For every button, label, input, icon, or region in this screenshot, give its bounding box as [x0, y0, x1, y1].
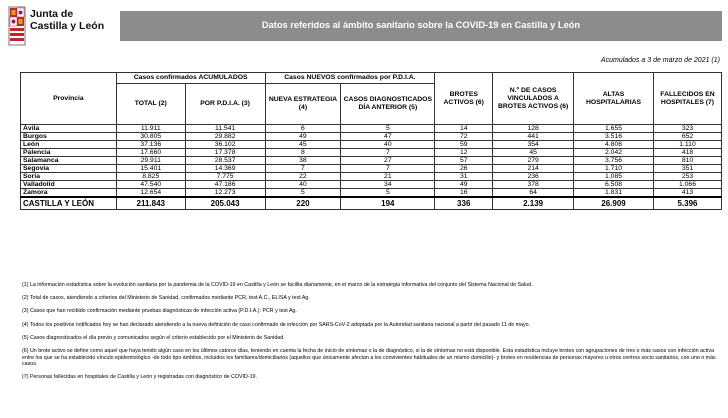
cell-anterior: 7	[341, 165, 435, 173]
cell-anterior: 21	[341, 173, 435, 181]
cell-altas: 1.655	[574, 125, 654, 133]
col-header-dia-anterior: CASOS DIAGNOSTICADOS DÍA ANTERIOR (5)	[341, 84, 435, 125]
cell-brotes: 31	[435, 173, 493, 181]
total-brotes: 336	[435, 197, 493, 210]
cell-vinculados: 279	[493, 157, 574, 165]
footnote: (5) Casos diagnosticados el día previo y comunicados según el criterio establecido por el Ministerio de Sanidad.	[22, 334, 285, 341]
cell-total: 12.654	[116, 189, 185, 198]
col-header-pdia: POR P.D.I.A. (3)	[185, 84, 265, 125]
cell-anterior: 34	[341, 181, 435, 189]
cell-pdia: 36.102	[185, 141, 265, 149]
cell-altas: 1.831	[574, 189, 654, 198]
total-provincia: CASTILLA Y LEÓN	[21, 197, 117, 210]
cell-brotes: 59	[435, 141, 493, 149]
group-header-nuevos: Casos NUEVOS confirmados por P.D.I.A.	[265, 73, 435, 84]
footnote: (4) Todos los positivos notificados hoy se han declarado atendiendo a la nueva definición de caso confirmado de infección por SARS-CoV-2 adoptada por la Autoridad sanitaria nacional a partir del pasado 11 de mayo.	[22, 321, 531, 328]
date-note: Acumulados a 3 de marzo de 2021 (1)	[600, 57, 720, 64]
col-header-fallecidos: FALLECIDOS EN HOSPITALES (7)	[653, 73, 721, 125]
cell-altas: 2.042	[574, 149, 654, 157]
cell-fallecidos: 652	[653, 133, 721, 141]
cell-provincia: Valladolid	[21, 181, 117, 189]
cell-provincia: Salamanca	[21, 157, 117, 165]
table-row	[21, 157, 722, 165]
cell-anterior: 5	[341, 189, 435, 198]
cell-provincia: Ávila	[21, 125, 117, 133]
col-header-provincia: Provincia	[21, 73, 117, 125]
table-row	[21, 189, 722, 198]
cell-provincia: Palencia	[21, 149, 117, 157]
col-header-nueva-estrategia: NUEVA ESTRATEGIA (4)	[265, 84, 341, 125]
cell-vinculados: 236	[493, 173, 574, 181]
cell-pdia: 12.273	[185, 189, 265, 198]
header-banner	[120, 11, 722, 41]
cell-pdia: 47.186	[185, 181, 265, 189]
table-row	[21, 181, 722, 189]
footnotes	[22, 282, 722, 388]
cell-pdia: 14.369	[185, 165, 265, 173]
cell-anterior: 40	[341, 141, 435, 149]
cell-brotes: 26	[435, 165, 493, 173]
cell-provincia: Segovia	[21, 165, 117, 173]
table-row	[21, 165, 722, 173]
cell-nueva: 22	[265, 173, 341, 181]
cell-vinculados: 45	[493, 149, 574, 157]
col-header-brotes: BROTES ACTIVOS (6)	[435, 73, 493, 125]
cell-altas: 1.710	[574, 165, 654, 173]
cell-nueva: 40	[265, 181, 341, 189]
total-fallecidos: 5.396	[653, 197, 721, 210]
cell-total: 17.660	[116, 149, 185, 157]
cell-altas: 4.806	[574, 141, 654, 149]
cell-altas: 3.756	[574, 157, 654, 165]
cell-total: 37.136	[116, 141, 185, 149]
cell-anterior: 5	[341, 125, 435, 133]
footnote: (6) Un brote activo se define como aquel que haya tenido algún caso en los últimos catorce días, teniendo en cuenta la fecha de inicio de síntomas o la de diagnóstico, si la de síntomas no está disponible. Esta estadística incluye brotes con agrupaciones de tres o más casos con infección activa entre los que se ha establecido vínculo epidemiológico -de todo tipo ámbitos, incluidos los familiares/domiciliarios (aquellos que únicamente afectan a los convivientes habituales de un mismo domicilio)- y brotes en residencias de personas mayores u otros centros socio sanitarios, con uno o más casos.	[22, 347, 716, 368]
cell-vinculados: 441	[493, 133, 574, 141]
cell-fallecidos: 1.110	[653, 141, 721, 149]
cell-total: 30.805	[116, 133, 185, 141]
cell-total: 8.825	[116, 173, 185, 181]
cell-brotes: 14	[435, 125, 493, 133]
cell-brotes: 12	[435, 149, 493, 157]
logo	[8, 4, 118, 50]
col-header-altas: ALTAS HOSPITALARIAS	[574, 73, 654, 125]
cell-nueva: 7	[265, 165, 341, 173]
cell-pdia: 28.537	[185, 157, 265, 165]
cell-altas: 6.508	[574, 181, 654, 189]
cell-brotes: 16	[435, 189, 493, 198]
cell-altas: 1.085	[574, 173, 654, 181]
cell-fallecidos: 351	[653, 165, 721, 173]
cell-provincia: León	[21, 141, 117, 149]
cell-nueva: 6	[265, 125, 341, 133]
logo-text	[30, 8, 104, 32]
cell-total: 15.401	[116, 165, 185, 173]
cell-fallecidos: 1.066	[653, 181, 721, 189]
cell-pdia: 11.541	[185, 125, 265, 133]
logo-line-2: Castilla y León	[30, 20, 105, 32]
total-vinculados: 2.139	[493, 197, 574, 210]
cell-vinculados: 214	[493, 165, 574, 173]
footnote: (2) Total de casos, atendiendo a criterios del Ministerio de Sanidad, confirmados mediante PCR, test A.C., ELISA y test Ag.	[22, 295, 310, 302]
covid-data-table	[20, 72, 722, 210]
cell-provincia: Zamora	[21, 189, 117, 198]
cell-nueva: 5	[265, 189, 341, 198]
coat-of-arms-icon	[8, 6, 26, 46]
table-row	[21, 173, 722, 181]
cell-total: 29.911	[116, 157, 185, 165]
group-header-acumulados: Casos confirmados ACUMULADOS	[116, 73, 265, 84]
total-nueva: 220	[265, 197, 341, 210]
table-row	[21, 149, 722, 157]
total-row	[21, 197, 722, 210]
total-altas: 26.909	[574, 197, 654, 210]
table-row	[21, 133, 722, 141]
cell-fallecidos: 810	[653, 157, 721, 165]
footnote: (1) La información estadística sobre la evolución sanitaria por la pandemia de la COVID-19 en Castilla y León se facilita diariamente, en el marco de la estrategia informativa del conjunto del Sistema Nacional de Salud.	[22, 282, 533, 288]
cell-nueva: 45	[265, 141, 341, 149]
cell-nueva: 49	[265, 133, 341, 141]
footnote: (7) Personas fallecidas en hospitales de Castilla y León y registradas con diagnóstico de COVID-19.	[22, 374, 257, 381]
cell-fallecidos: 413	[653, 189, 721, 198]
logo-line-1: Junta de	[30, 8, 74, 20]
cell-pdia: 17.378	[185, 149, 265, 157]
cell-altas: 3.516	[574, 133, 654, 141]
cell-fallecidos: 418	[653, 149, 721, 157]
col-header-vinculados: N.º DE CASOS VINCULADOS A BROTES ACTIVOS (6)	[493, 73, 574, 125]
cell-nueva: 38	[265, 157, 341, 165]
cell-brotes: 57	[435, 157, 493, 165]
cell-total: 11.911	[116, 125, 185, 133]
page-title: Datos referidos al ámbito sanitario sobre la COVID-19 en Castilla y León	[261, 20, 581, 30]
cell-anterior: 27	[341, 157, 435, 165]
cell-vinculados: 378	[493, 181, 574, 189]
total-anterior: 194	[341, 197, 435, 210]
cell-fallecidos: 323	[653, 125, 721, 133]
footnote: (3) Casos que han recibido confirmación mediante pruebas diagnósticas de infección activa (P.D.I.A.): PCR y test Ag.	[22, 308, 297, 315]
cell-pdia: 29.882	[185, 133, 265, 141]
total-pdia: 205.043	[185, 197, 265, 210]
col-header-total: TOTAL (2)	[116, 84, 185, 125]
cell-vinculados: 128	[493, 125, 574, 133]
cell-nueva: 8	[265, 149, 341, 157]
table-row	[21, 125, 722, 133]
cell-fallecidos: 253	[653, 173, 721, 181]
cell-provincia: Burgos	[21, 133, 117, 141]
cell-vinculados: 64	[493, 189, 574, 198]
cell-total: 47.540	[116, 181, 185, 189]
cell-anterior: 47	[341, 133, 435, 141]
table-row	[21, 141, 722, 149]
cell-pdia: 7.775	[185, 173, 265, 181]
total-total: 211.843	[116, 197, 185, 210]
cell-brotes: 49	[435, 181, 493, 189]
cell-provincia: Soria	[21, 173, 117, 181]
cell-brotes: 72	[435, 133, 493, 141]
cell-vinculados: 354	[493, 141, 574, 149]
cell-anterior: 7	[341, 149, 435, 157]
